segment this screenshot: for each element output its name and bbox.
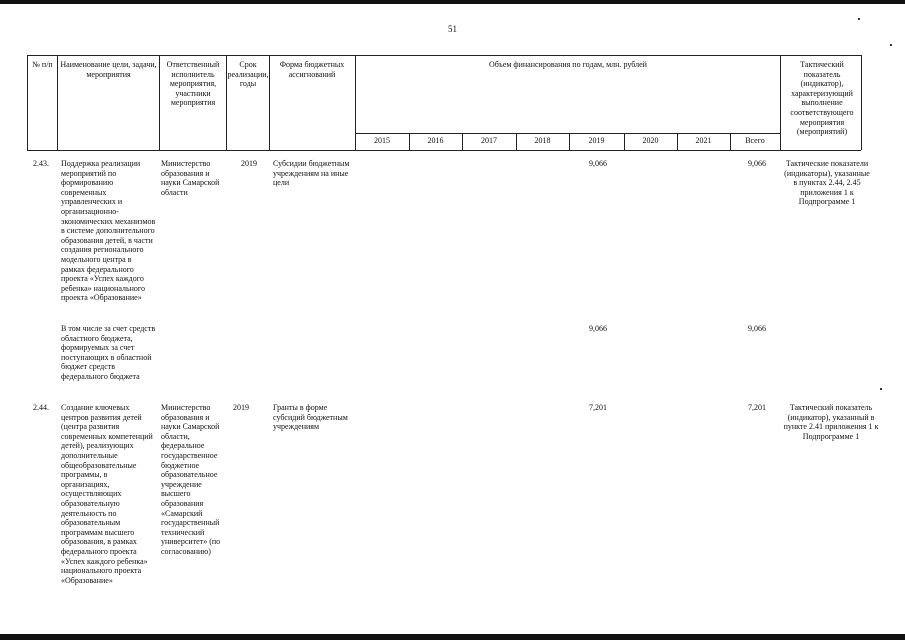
row-form: Субсидии бюджетным учреждениям на иные цели — [273, 159, 350, 188]
row-term: 2019 — [233, 403, 249, 412]
header-name: Наименование цели, задачи, мероприятия — [60, 60, 157, 79]
row-name: Поддержка реализации мероприятий по формированию современных управленческих и организационно-экономических механизмов в системе дополнительного образования детей, в части создания регионального модельного центра в рамках федерального проекта «Успех каждого ребенка» национального проекта «Образование» — [61, 159, 156, 303]
header-year-2020: 2020 — [642, 136, 659, 145]
header-year-2021: 2021 — [695, 136, 712, 145]
header-responsible: Ответственный исполнитель мероприятия, участники мероприятия — [166, 60, 220, 108]
row-value-2019: 9,066 — [589, 159, 607, 168]
row-total: 9,066 — [748, 324, 766, 333]
row-number: 2.44. — [33, 403, 49, 412]
header-year-2015: 2015 — [374, 136, 390, 145]
row-responsible: Министерство образования и науки Самарской области, федеральное государственное бюджетное образовательное учреждение высшего образования «Самарский государственный технический университет» (по согласованию) — [161, 403, 221, 556]
row-indicator: Тактические показатели (индикаторы), указанные в пунктах 2.44, 2.45 приложения 1 к Подпрограмме 1 — [784, 159, 870, 207]
row-responsible: Министерство образования и науки Самарской области — [161, 159, 220, 197]
header-year-2016: 2016 — [427, 136, 444, 145]
row-number: 2.43. — [33, 159, 49, 168]
bottom-border — [0, 634, 905, 640]
header-year-2017: 2017 — [481, 136, 497, 145]
header-num: № п/п — [32, 60, 53, 69]
row-term: 2019 — [241, 159, 257, 168]
row-value-2019: 7,201 — [589, 403, 607, 412]
row-indicator: Тактический показатель (индикатор), указанный в пункте 2.41 приложения 1 к Подпрограмме 1 — [783, 403, 879, 441]
scan-speck — [880, 388, 882, 390]
header-indicator: Тактический показатель (индикатор), характеризующий выполнение соответствующего мероприятия (мероприятий) — [790, 60, 854, 137]
page-number: 51 — [448, 24, 457, 34]
row-total: 9,066 — [748, 159, 766, 168]
row-name: В том числе за счет средств областного бюджета, формируемых за счет поступающих в областной бюджет средств федерального бюджета — [61, 324, 156, 381]
header-year-2018: 2018 — [534, 136, 551, 145]
row-name: Создание ключевых центров развития детей (центра развития современных компетенций детей), реализующих дополнительные общеобразовательные программы, в организациях, осуществляющих образовательную деятельность по образовательным программам высшего образования, в рамках федерального проекта «Успех каждого ребенка» национального проекта «Образование» — [61, 403, 153, 585]
row-total: 7,201 — [748, 403, 766, 412]
row-form: Гранты в форме субсидий бюджетным учреждениям — [273, 403, 348, 432]
header-financing: Объем финансирования по годам, млн. рублей — [489, 60, 647, 69]
header-form: Форма бюджетных ассигнований — [279, 60, 345, 79]
header-term: Срок реализации, годы — [227, 60, 269, 89]
header-total: Всего — [745, 136, 765, 145]
header-year-2019: 2019 — [588, 136, 605, 145]
row-value-2019: 9,066 — [589, 324, 607, 333]
